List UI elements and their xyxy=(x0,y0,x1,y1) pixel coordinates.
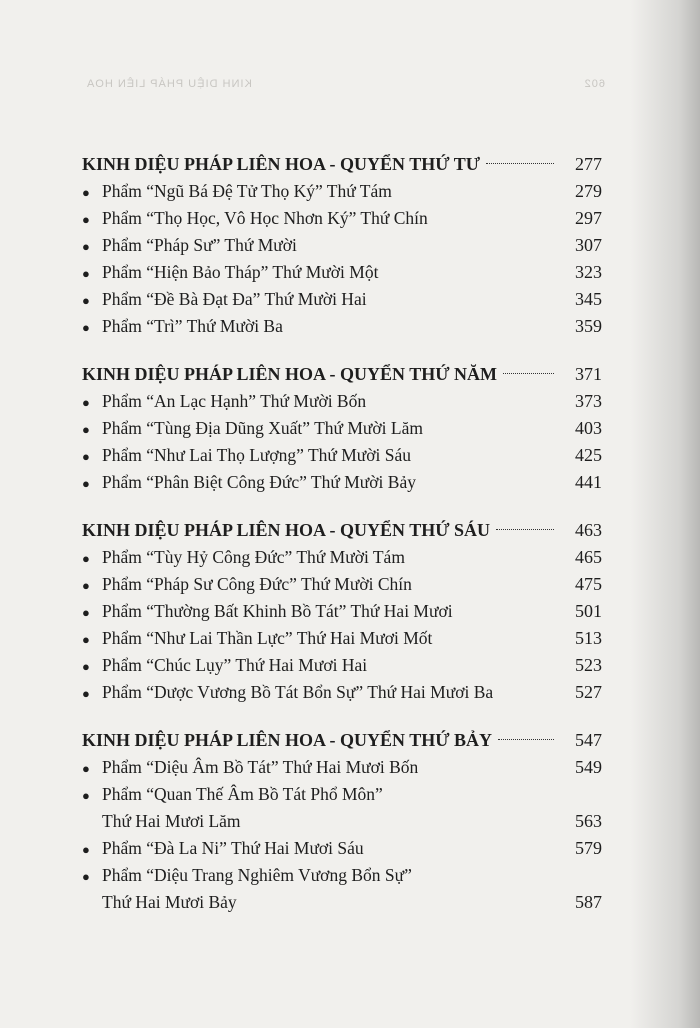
dot-leader xyxy=(503,355,554,374)
entry-page-number: 501 xyxy=(575,601,602,621)
entry-title: Phẩm “Dược Vương Bồ Tát Bổn Sự” Thứ Hai Mươi Ba xyxy=(102,682,494,702)
section-page-number: 371 xyxy=(575,364,602,384)
entry-page-number: 563 xyxy=(575,811,602,831)
entry-title: Phẩm “Trì” Thứ Mười Ba xyxy=(102,316,283,336)
section-title: KINH DIỆU PHÁP LIÊN HOA - QUYỂN THỨ TƯ xyxy=(82,154,481,174)
toc-section-5 xyxy=(82,360,602,496)
dot-leader xyxy=(486,145,554,164)
bullet-icon: ● xyxy=(82,212,90,227)
toc-entry xyxy=(82,835,602,862)
toc-entry xyxy=(82,388,602,415)
toc-entry xyxy=(82,598,602,625)
bullet-icon: ● xyxy=(82,659,90,674)
bullet-icon: ● xyxy=(82,293,90,308)
toc-entry xyxy=(82,679,602,706)
bullet-icon: ● xyxy=(82,605,90,620)
entry-title: Phẩm “An Lạc Hạnh” Thứ Mười Bốn xyxy=(102,391,367,411)
entry-title: Phẩm “Tùng Địa Dũng Xuất” Thứ Mười Lăm xyxy=(102,418,423,438)
section-title: KINH DIỆU PHÁP LIÊN HOA - QUYỂN THỨ NĂM xyxy=(82,364,498,384)
section-header xyxy=(82,726,602,754)
entry-title: Phẩm “Như Lai Thọ Lượng” Thứ Mười Sáu xyxy=(102,445,412,465)
entry-page-number: 323 xyxy=(575,262,602,282)
toc-section-7 xyxy=(82,726,602,916)
entry-page-number: 425 xyxy=(575,445,602,465)
entry-title: Phẩm “Ngũ Bá Đệ Tử Thọ Ký” Thứ Tám xyxy=(102,181,392,201)
bullet-icon: ● xyxy=(82,266,90,281)
running-head-page: 602 xyxy=(583,78,605,90)
entry-page-number: 579 xyxy=(575,838,602,858)
bullet-icon: ● xyxy=(82,422,90,437)
page-curl-shadow xyxy=(630,0,700,1028)
bullet-icon: ● xyxy=(82,761,90,776)
toc-entry xyxy=(82,232,602,259)
entry-page-number: 279 xyxy=(575,181,602,201)
entry-title: Phẩm “Tùy Hỷ Công Đức” Thứ Mười Tám xyxy=(102,547,405,567)
entry-title: Phẩm “Pháp Sư Công Đức” Thứ Mười Chín xyxy=(102,574,412,594)
bullet-icon: ● xyxy=(82,632,90,647)
bullet-icon: ● xyxy=(82,551,90,566)
bullet-icon: ● xyxy=(82,320,90,335)
entry-page-number: 403 xyxy=(575,418,602,438)
entry-title: Phẩm “Như Lai Thần Lực” Thứ Hai Mươi Mốt xyxy=(102,628,433,648)
section-header xyxy=(82,150,602,178)
entry-page-number: 549 xyxy=(575,757,602,777)
entry-page-number: 359 xyxy=(575,316,602,336)
toc-entry xyxy=(82,442,602,469)
table-of-contents xyxy=(82,150,602,936)
section-page-number: 277 xyxy=(575,154,602,174)
entry-title-continuation: Thứ Hai Mươi Bảy xyxy=(102,892,237,912)
dot-leader xyxy=(498,721,554,740)
entry-title: Phẩm “Pháp Sư” Thứ Mười xyxy=(102,235,297,255)
entry-page-number: 441 xyxy=(575,472,602,492)
running-head-bleedthrough xyxy=(86,78,605,90)
section-title: KINH DIỆU PHÁP LIÊN HOA - QUYỂN THỨ SÁU xyxy=(82,520,491,540)
entry-title-continuation: Thứ Hai Mươi Lăm xyxy=(102,811,241,831)
toc-entry-continuation xyxy=(82,889,602,916)
bullet-icon: ● xyxy=(82,842,90,857)
bullet-icon: ● xyxy=(82,476,90,491)
entry-title: Phẩm “Quan Thế Âm Bồ Tát Phổ Môn” xyxy=(102,784,383,804)
dot-leader xyxy=(496,511,554,530)
section-title: KINH DIỆU PHÁP LIÊN HOA - QUYỂN THỨ BẢY xyxy=(82,730,493,750)
entry-page-number: 587 xyxy=(575,892,602,912)
entry-title: Phẩm “Đà La Ni” Thứ Hai Mươi Sáu xyxy=(102,838,364,858)
toc-section-6 xyxy=(82,516,602,706)
toc-entry xyxy=(82,313,602,340)
bullet-icon: ● xyxy=(82,578,90,593)
toc-entry xyxy=(82,286,602,313)
bullet-icon: ● xyxy=(82,185,90,200)
bullet-icon: ● xyxy=(82,395,90,410)
entry-title: Phẩm “Thọ Học, Vô Học Nhơn Ký” Thứ Chín xyxy=(102,208,428,228)
bullet-icon: ● xyxy=(82,239,90,254)
running-head-title: KINH DIỆU PHÁP LIÊN HOA xyxy=(86,78,252,90)
entry-title: Phẩm “Đề Bà Đạt Đa” Thứ Mười Hai xyxy=(102,289,367,309)
entry-page-number: 527 xyxy=(575,682,602,702)
section-header xyxy=(82,516,602,544)
entry-page-number: 523 xyxy=(575,655,602,675)
toc-entry xyxy=(82,571,602,598)
toc-entry xyxy=(82,544,602,571)
section-page-number: 463 xyxy=(575,520,602,540)
toc-entry-continuation xyxy=(82,808,602,835)
toc-entry xyxy=(82,469,602,496)
entry-page-number: 373 xyxy=(575,391,602,411)
entry-title: Phẩm “Hiện Bảo Tháp” Thứ Mười Một xyxy=(102,262,379,282)
entry-title: Phẩm “Phân Biệt Công Đức” Thứ Mười Bảy xyxy=(102,472,416,492)
bullet-icon: ● xyxy=(82,869,90,884)
toc-entry xyxy=(82,178,602,205)
entry-title: Phẩm “Diệu Âm Bồ Tát” Thứ Hai Mươi Bốn xyxy=(102,757,419,777)
entry-title: Phẩm “Diệu Trang Nghiêm Vương Bổn Sự” xyxy=(102,865,412,885)
entry-page-number: 475 xyxy=(575,574,602,594)
entry-title: Phẩm “Chúc Lụy” Thứ Hai Mươi Hai xyxy=(102,655,368,675)
section-page-number: 547 xyxy=(575,730,602,750)
toc-entry xyxy=(82,862,602,889)
toc-entry xyxy=(82,259,602,286)
toc-section-4 xyxy=(82,150,602,340)
entry-page-number: 297 xyxy=(575,208,602,228)
entry-page-number: 465 xyxy=(575,547,602,567)
bullet-icon: ● xyxy=(82,449,90,464)
section-header xyxy=(82,360,602,388)
entry-page-number: 307 xyxy=(575,235,602,255)
toc-entry xyxy=(82,754,602,781)
toc-entry xyxy=(82,652,602,679)
toc-entry xyxy=(82,781,602,808)
bullet-icon: ● xyxy=(82,788,90,803)
toc-entry xyxy=(82,625,602,652)
entry-page-number: 513 xyxy=(575,628,602,648)
bullet-icon: ● xyxy=(82,686,90,701)
toc-entry xyxy=(82,205,602,232)
entry-page-number: 345 xyxy=(575,289,602,309)
toc-entry xyxy=(82,415,602,442)
entry-title: Phẩm “Thường Bất Khinh Bồ Tát” Thứ Hai Mươi xyxy=(102,601,453,621)
